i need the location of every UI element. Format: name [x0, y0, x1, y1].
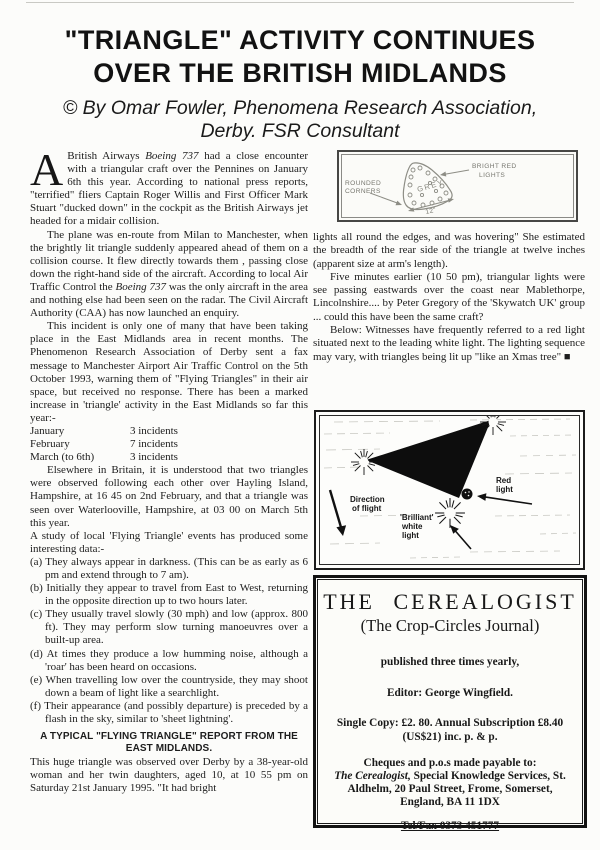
paragraph: This huge triangle was observed over Derby by a 38-year-old woman and her twin daughters, aged 10, at 10 55 pm on Saturday 21st January 1995. "It had bright	[30, 756, 308, 795]
observation-item	[30, 674, 308, 700]
observation-text: Initially they appear to travel from East to West, returning in the opposite direction up to two hours later.	[45, 582, 309, 608]
paragraph-lead	[30, 144, 308, 229]
triangle-illustration-figure	[314, 410, 585, 570]
observation-list	[30, 556, 308, 726]
advert-title: THE CEREALOGIST	[323, 589, 577, 614]
white-light-label-line2: white	[402, 522, 423, 531]
triangle-silhouette	[366, 420, 491, 498]
rounded-corners-label-line1: ROUNDED	[345, 180, 382, 187]
byline-line-1: © By Omar Fowler, Phenomena Research Association,	[62, 97, 538, 119]
advert-frequency: published three times yearly,	[380, 656, 520, 668]
triangle-illustration-drawing	[320, 416, 579, 564]
advert-address-line1: The Cerealogist, Special Knowledge Services, St.	[334, 770, 566, 782]
incident-count: 3 incidents	[130, 451, 178, 464]
title-line-2: OVER THE BRITISH MIDLANDS	[93, 58, 507, 88]
observation-item	[30, 700, 308, 726]
observation-item	[30, 582, 308, 608]
byline	[0, 97, 600, 143]
observation-label: (f)	[30, 699, 41, 712]
incident-count: 3 incidents	[130, 424, 178, 437]
page-title	[0, 24, 600, 90]
paragraph: The plane was en-route from Milan to Manchester, when the brightly lit triangle suddenly appeared ahead of them on a collision course. It flew directly towards them , passing close down the right-hand side of the aircraft. According to local Air Traffic Control the Boeing 737 was the only aircraft in the area and nothing else had been seen on the radar. The Civil Aircraft Authority (CAA) has now launched an enquiry.	[30, 228, 308, 320]
incident-month: March (to 6th)	[30, 451, 95, 464]
observation-label: (d)	[30, 647, 43, 660]
incident-row	[30, 438, 308, 451]
red-light-label-line2: light	[496, 485, 513, 494]
observation-label: (c)	[30, 608, 43, 621]
incident-month: January	[30, 424, 65, 437]
advert-telfax: Tel/Fax 0373 451777	[400, 820, 500, 832]
drop-cap: A	[30, 144, 64, 195]
title-line-1: "TRIANGLE" ACTIVITY CONTINUES	[64, 25, 536, 55]
bright-red-lights-arrow	[440, 170, 469, 177]
left-column	[30, 144, 309, 795]
incident-month: February	[30, 438, 70, 451]
observation-label: (e)	[30, 673, 43, 686]
observation-item	[30, 648, 308, 674]
paragraph: A study of local 'Flying Triangle' events has produced some interesting data:-	[30, 529, 308, 555]
advert-address-line3: England, BA 11 1DX	[400, 796, 500, 808]
byline-line-2: Derby. FSR Consultant	[200, 120, 400, 142]
paragraph: Below: Witnesses have frequently referred to a red light situated next to the leading white light. The lighting sequence may vary, with triangles being lit up "like an Xmas tree" ■	[313, 324, 585, 363]
article-header	[0, 24, 600, 143]
cerealogist-advert	[313, 575, 587, 832]
advert-address-line2: Aldhelm, 20 Paul Street, Frome, Somerset,	[347, 783, 553, 795]
white-light-arrow	[450, 525, 471, 549]
incident-row	[30, 451, 308, 464]
advert-editor: Editor: George Wingfield.	[386, 687, 514, 699]
red-light-blob	[462, 489, 473, 500]
white-light-label-line3: light	[402, 531, 419, 540]
observation-item	[30, 556, 308, 582]
incident-row	[30, 425, 308, 438]
advert-payable: Cheques and p.o.s made payable to:	[363, 757, 537, 769]
red-light-label-line1: Red	[496, 476, 512, 485]
rounded-corners-label-line2: CORNERS	[345, 188, 381, 195]
observation-text: Their appearance (and possibly departure) is preceded by a flash in the sky, similar to 'sheet lightning'.	[44, 699, 308, 726]
incident-count: 7 incidents	[130, 438, 178, 451]
cerealogist-advert-frame	[317, 579, 583, 832]
observation-text: When travelling low over the countryside, they may shoot down a beam of light like a searchlight.	[45, 673, 308, 699]
paragraph-lead-text: British Airways Boeing 737 had a close encounter with a triangular craft over the Pennines on January 6th this year. According to national press reports, "terrified" fliers Captain Roger Willis and First Officer Mark Stuart "ducked down" in the cockpit as the British Airways jet headed for a midair collision.	[30, 150, 308, 228]
observation-label: (a)	[30, 555, 43, 568]
rounded-corners-arrow	[370, 193, 402, 205]
advert-subtitle: (The Crop-Circles Journal)	[360, 616, 540, 635]
observation-item	[30, 608, 308, 647]
paragraph: Elsewhere in Britain, it is understood that two triangles were observed following each other over Hayling Island, Hampshire, at 16 45 on 2nd February, and that a triangle was seen over Waterlooville, Hampshire, at 03 00 on March 5th this year.	[30, 464, 308, 529]
witness-sketch-drawing	[342, 155, 573, 217]
advert-price-note: (US$21) inc. p. & p.	[402, 731, 498, 743]
bright-red-lights-label-line1: BRIGHT RED	[472, 163, 517, 170]
observation-label: (b)	[30, 582, 43, 595]
top-rule	[26, 2, 574, 3]
grey-label: GREY	[416, 177, 446, 194]
section-subheading: A TYPICAL "FLYING TRIANGLE" REPORT FROM THE EAST MIDLANDS.	[40, 731, 298, 755]
red-light-arrow	[477, 493, 532, 504]
direction-of-flight-arrow	[330, 490, 346, 536]
direction-of-flight-label-line2: of flight	[352, 504, 382, 513]
observation-text: At times they produce a low humming noise, although a 'roar' has been heard on occasions.	[45, 647, 308, 673]
direction-of-flight-label-line1: Direction	[350, 495, 385, 504]
observation-text: They usually travel slowly (30 mph) and low (approx. 800 ft). They may perform slow turning manoeuvres over a built-up area.	[45, 608, 308, 647]
witness-sketch-figure	[337, 150, 578, 222]
advert-price: Single Copy: £2. 80. Annual Subscription £8.40	[336, 717, 564, 729]
triangle-illustration-frame	[319, 415, 580, 565]
corner-light	[351, 449, 377, 475]
paragraph: Five minutes earlier (10 50 pm), triangular lights were see passing eastwards over the coast near Mablethorpe, Lincolnshire.... by Peter Gregory of the 'Skywatch UK' group ... could this have been the same craft?	[313, 270, 585, 323]
bright-red-lights-label-line2: LIGHTS	[479, 172, 506, 179]
paragraph: This incident is only one of many that have been taking place in the East Midlands area in recent months. The Phenomenon Research Association of Derby sent a fax message to Manchester Airport Air Traffic Control on the 5th October 1993, warning them of "Flying Triangles" in their air space, but received no response. There has been a marked increase in 'triangle' activity in the East Midlands so far this year:-	[30, 320, 308, 424]
white-light-label-line1: 'Brilliant'	[400, 513, 434, 522]
witness-sketch-frame	[341, 154, 574, 218]
paragraph: lights all round the edges, and was hovering" She estimated the breadth of the rear side of the triangle at twelve inches (apparent size at arm's length).	[313, 231, 585, 270]
size-label: 12"	[424, 206, 438, 216]
incident-list	[30, 425, 308, 464]
white-light-burst	[435, 498, 465, 528]
right-column	[313, 231, 585, 364]
observation-text: They always appear in darkness. (This can be as early as 6 pm and extend through to 7 am).	[45, 555, 308, 581]
